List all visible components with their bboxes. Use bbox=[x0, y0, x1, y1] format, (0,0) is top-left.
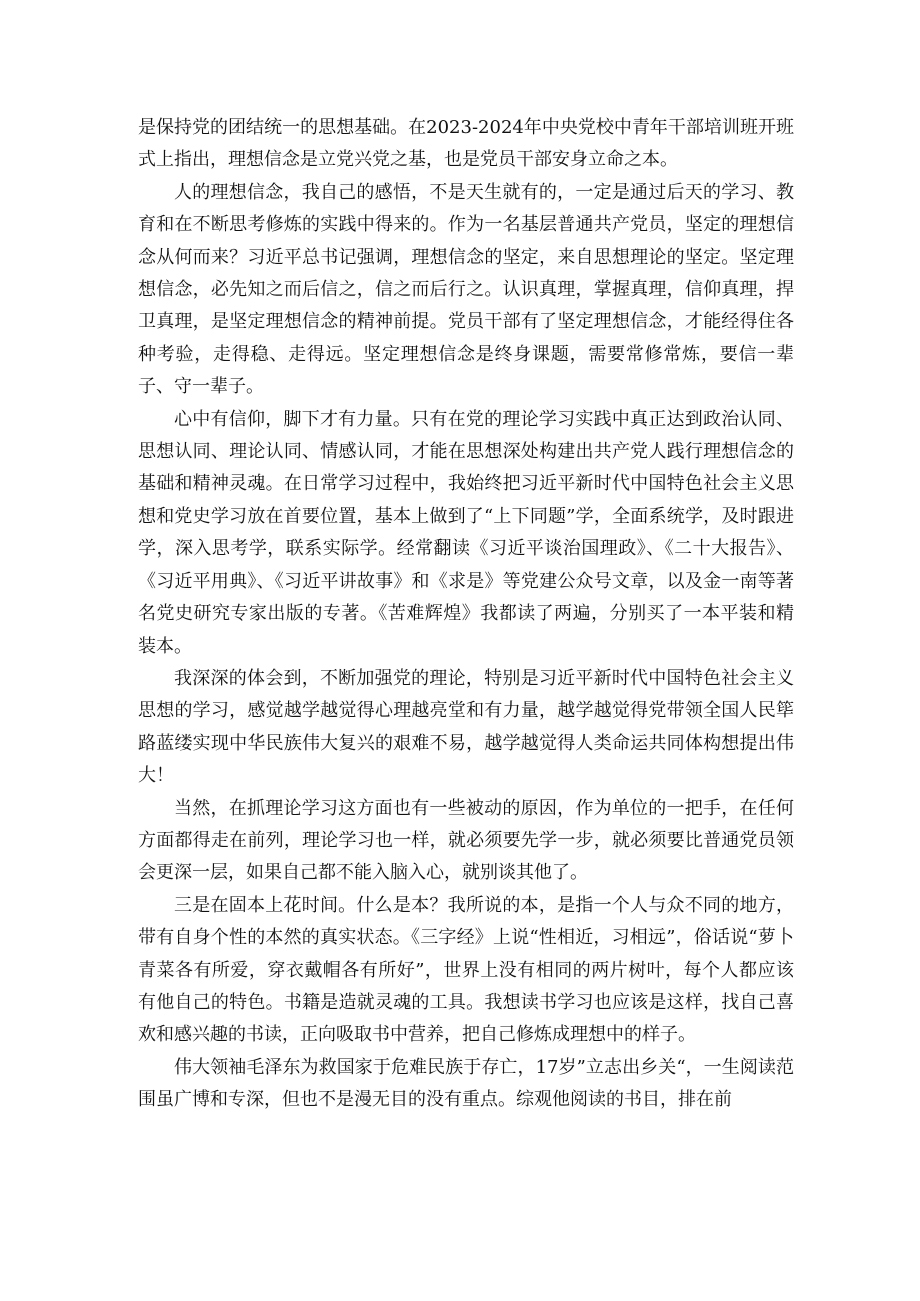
paragraph-1: 是保持党的团结统一的思想基础。在2023-2024年中央党校中青年干部培训班开班式上指出，理想信念是立党兴党之基，也是党员干部安身立命之本。 bbox=[138, 117, 794, 171]
paragraph-2: 人的理想信念，我自己的感悟，不是天生就有的，一定是通过后天的学习、教育和在不断思考修炼的实践中得来的。作为一名基层普通共产党员，坚定的理想信念从何而来？习近平总书记强调，理想信念的坚定，来自思想理论的坚定。坚定理想信念，必先知之而后信之，信之而后行之。认识真理，掌握真理，信仰真理，捍卫真理，是坚定理想信念的精神前提。党员干部有了坚定理想信念，才能经得住各种考验，走得稳、走得远。坚定理想信念是终身课题，需要常修常炼，要信一辈子、守一辈子。 bbox=[138, 181, 794, 398]
paragraph-5: 当然，在抓理论学习这方面也有一些被动的原因，作为单位的一把手，在任何方面都得走在前列，理论学习也一样，就必须要先学一步，就必须要比普通党员领会更深一层，如果自己都不能入脑入心，就别谈其他了。 bbox=[138, 797, 794, 884]
paragraph-6: 三是在固本上花时间。什么是本？我所说的本，是指一个人与众不同的地方，带有自身个性的本然的真实状态。《三字经》上说“性相近，习相远”，俗话说“萝卜青菜各有所爱，穿衣戴帽各有所好”，世界上没有相同的两片树叶，每个人都应该有他自己的特色。书籍是造就灵魂的工具。我想读书学习也应该是这样，找自己喜欢和感兴趣的书读，正向吸取书中营养，把自己修炼成理想中的样子。 bbox=[138, 894, 794, 1046]
document-body bbox=[138, 112, 794, 1117]
paragraph-7: 伟大领袖毛泽东为救国家于危难民族于存亡，17岁”立志出乡关“，一生阅读范围虽广博和专深，但也不是漫无目的没有重点。综观他阅读的书目，排在前 bbox=[138, 1056, 794, 1111]
paragraph-4: 我深深的体会到，不断加强党的理论，特别是习近平新时代中国特色社会主义思想的学习，感觉越学越觉得心理越亮堂和有力量，越学越觉得党带领全国人民筚路蓝缕实现中华民族伟大复兴的艰难不易，越学越觉得人类命运共同体构想提出伟大！ bbox=[138, 667, 794, 787]
paragraph-3: 心中有信仰，脚下才有力量。只有在党的理论学习实践中真正达到政治认同、思想认同、理论认同、情感认同，才能在思想深处构建出共产党人践行理想信念的基础和精神灵魂。在日常学习过程中，我始终把习近平新时代中国特色社会主义思想和党史学习放在首要位置，基本上做到了“上下同题”学，全面系统学，及时跟进学，深入思考学，联系实际学。经常翻读《习近平谈治国理政》、《二十大报告》、《习近平用典》、《习近平讲故事》和《求是》等党建公众号文章，以及金一南等著名党史研究专家出版的专著。《苦难辉煌》我都读了两遍，分别买了一本平装和精装本。 bbox=[138, 408, 794, 657]
